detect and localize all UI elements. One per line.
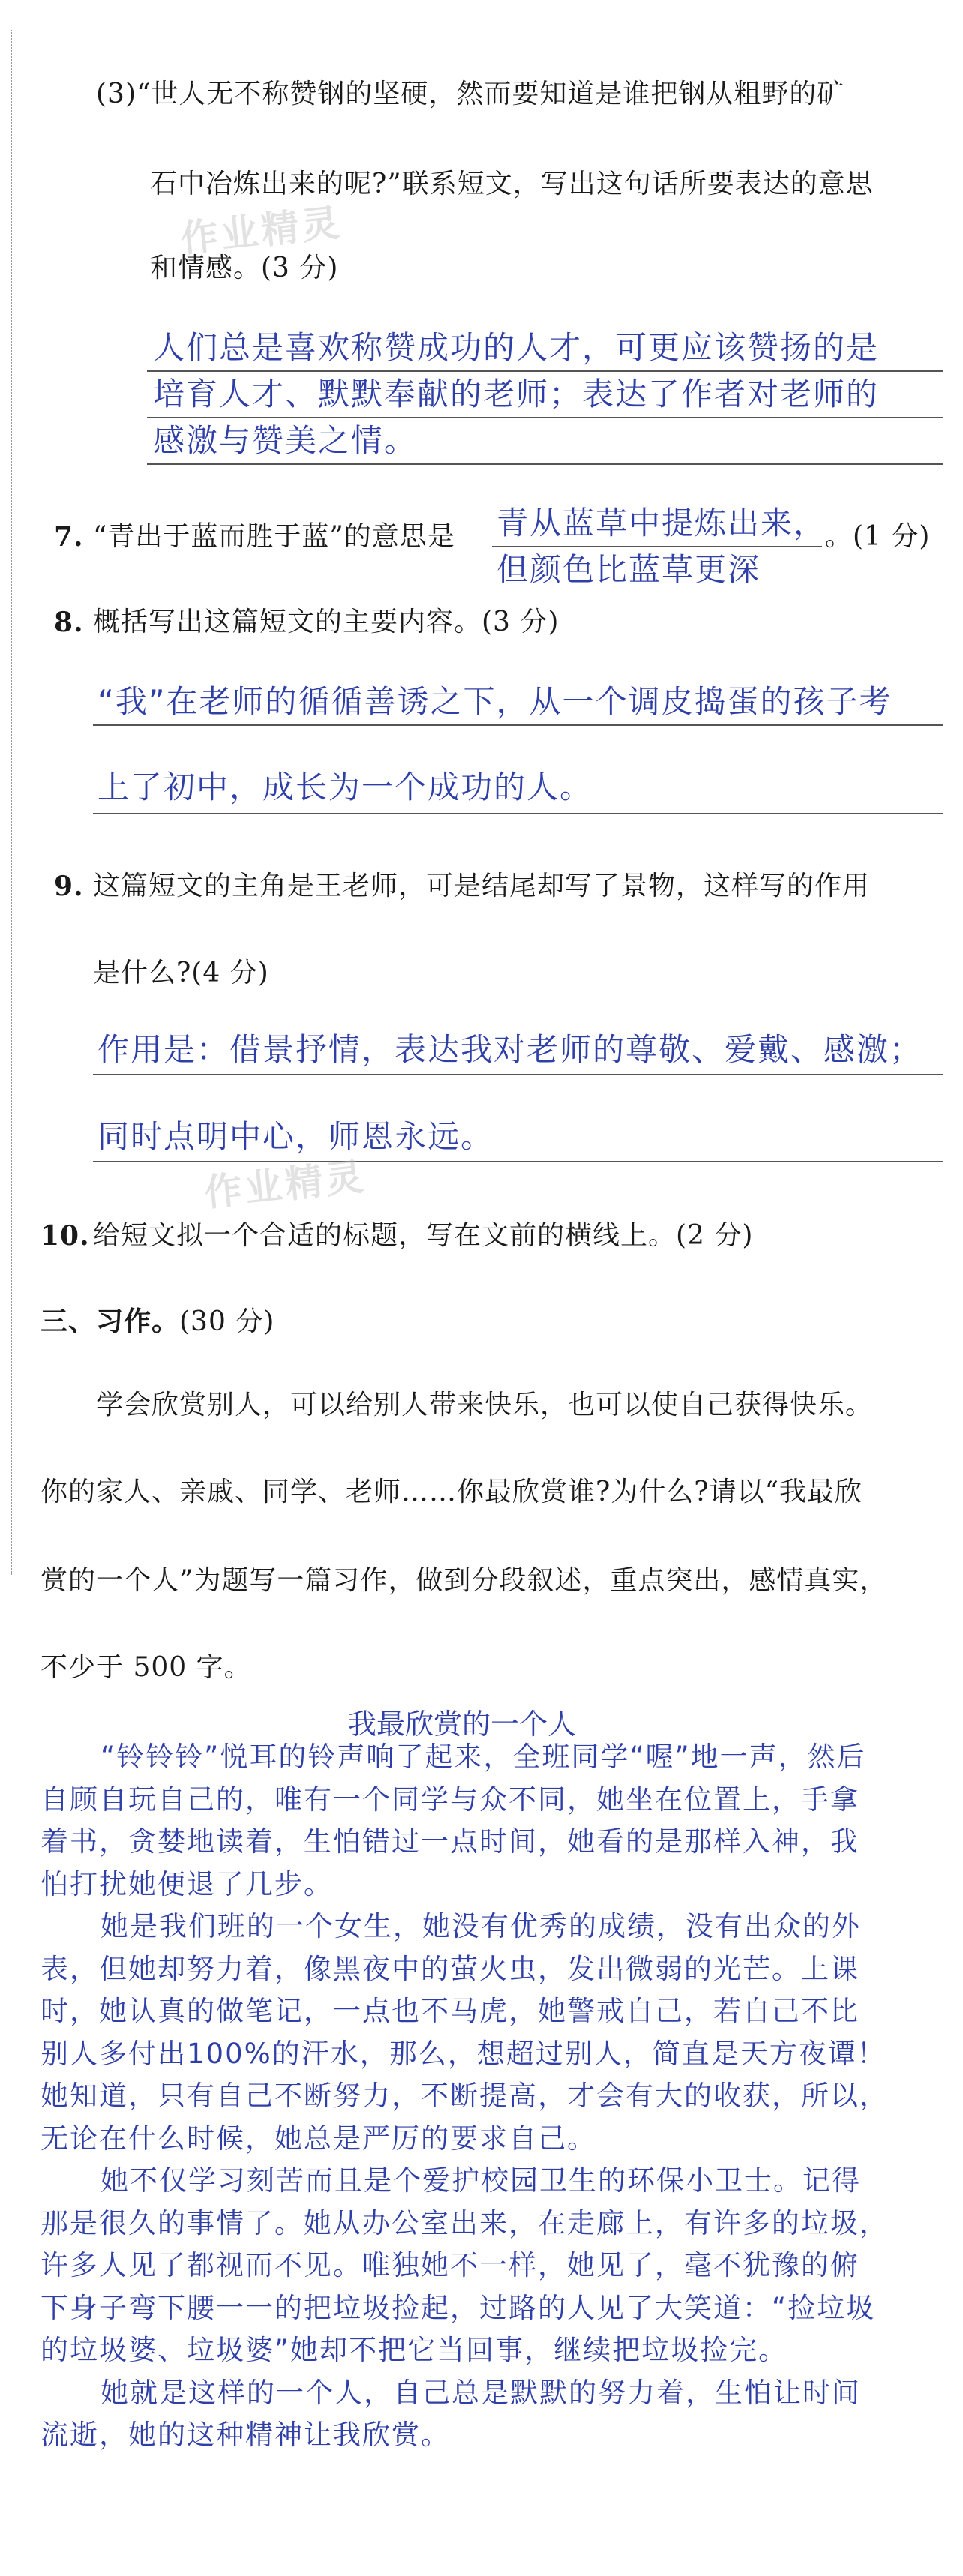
watermark: 作业精灵	[202, 1154, 368, 1216]
essay-line: 流逝，她的这种精神让我欣赏。	[40, 2419, 450, 2451]
q6-3-prompt-line1: (3)“世人无不称赞钢的坚硬，然而要知道是谁把钢从粗野的矿	[96, 79, 845, 109]
q7-answer-line1: 青从蓝草中提炼出来，	[496, 505, 827, 541]
q9-answer-line1: 作用是：借景抒情，表达我对老师的尊敬、爱戴、感激；	[98, 1031, 923, 1068]
q10-prompt: 给短文拟一个合适的标题，写在文前的横线上。(2 分)	[93, 1220, 754, 1251]
q7-prompt: “青出于蓝而胜于蓝”的意思是	[93, 521, 455, 552]
section3-title: 三、习作。	[40, 1306, 180, 1337]
essay-line: 怕打扰她便退了几步。	[40, 1868, 333, 1900]
essay-line: 她是我们班的一个女生，她没有优秀的成绩，没有出众的外	[100, 1910, 861, 1942]
q6-3-answer-line1: 人们总是喜欢称赞成功的人才，可更应该赞扬的是	[153, 329, 880, 366]
essay-line: 下身子弯下腰一一的把垃圾捡起，过路的人见了大笑道：“捡垃圾	[40, 2292, 876, 2324]
q9-number: 9.	[54, 871, 84, 902]
q9-prompt-line1: 这篇短文的主角是王老师，可是结尾却写了景物，这样写的作用	[93, 871, 871, 901]
q7-score: 。(1 分)	[825, 521, 931, 552]
q7-number: 7.	[54, 521, 84, 553]
q9-prompt-line2: 是什么?(4 分)	[93, 958, 269, 988]
section3-paragraph-line2: 你的家人、亲戚、同学、老师……你最欣赏谁?为什么?请以“我最欣	[40, 1477, 863, 1507]
q7-answer-rule	[492, 546, 822, 547]
section3-paragraph-line1: 学会欣赏别人，可以给别人带来快乐，也可以使自己获得快乐。	[96, 1390, 874, 1420]
q6-3-answer-line2: 培育人才、默默奉献的老师；表达了作者对老师的	[153, 376, 880, 412]
binding-dotted-line	[10, 30, 12, 1575]
essay-line: 那是很久的事情了。她从办公室出来，在走廊上，有许多的垃圾，	[40, 2207, 889, 2239]
essay-line: 无论在什么时候，她总是严厉的要求自己。	[40, 2122, 596, 2155]
essay-line: 她不仅学习刻苦而且是个爱护校园卫生的环保小卫士。记得	[100, 2164, 861, 2197]
essay-line: “铃铃铃”悦耳的铃声响了起来，全班同学“喔”地一声，然后	[100, 1741, 866, 1773]
answer-rule	[93, 1074, 944, 1075]
q6-3-answer-line3: 感激与赞美之情。	[153, 422, 418, 459]
answer-rule	[93, 813, 944, 814]
q8-answer-line2: 上了初中，成长为一个成功的人。	[98, 769, 593, 805]
essay-line: 别人多付出100%的汗水，那么，想超过别人，简直是天方夜谭！	[40, 2038, 886, 2070]
q6-3-prompt-line2: 石中冶炼出来的呢?”联系短文，写出这句话所要表达的意思	[150, 169, 874, 199]
answer-rule	[147, 370, 944, 372]
q7-answer-line2: 但颜色比蓝草更深	[496, 551, 761, 588]
watermark: 作业精灵	[178, 200, 344, 262]
answer-rule	[147, 463, 944, 465]
q8-answer-line1: “我”在老师的循循善诱之下，从一个调皮捣蛋的孩子考	[98, 683, 892, 720]
essay-line: 时，她认真的做笔记，一点也不马虎，她警戒自己，若自己不比	[40, 1995, 860, 2027]
q6-3-prompt-line3: 和情感。(3 分)	[150, 253, 339, 283]
section3-paragraph-line3: 赏的一个人”为题写一篇习作，做到分段叙述，重点突出，感情真实，	[40, 1565, 888, 1596]
essay-line: 她知道，只有自己不断努力，不断提高，才会有大的收获，所以，	[40, 2080, 889, 2112]
essay-line: 表，但她却努力着，像黑夜中的萤火虫，发出微弱的光芒。上课	[40, 1953, 860, 1985]
essay-line: 的垃圾婆、垃圾婆”她却不把它当回事，继续把垃圾捡完。	[40, 2334, 788, 2366]
q10-number: 10.	[40, 1220, 90, 1252]
essay-line: 自顾自玩自己的，唯有一个同学与众不同，她坐在位置上，手拿	[40, 1783, 860, 1816]
essay-line: 着书，贪婪地读着，生怕错过一点时间，她看的是那样入神，我	[40, 1825, 860, 1858]
section3-paragraph-line4: 不少于 500 字。	[40, 1652, 252, 1683]
answer-rule	[147, 417, 944, 418]
section3-score: (30 分)	[179, 1306, 275, 1337]
q8-prompt: 概括写出这篇短文的主要内容。(3 分)	[93, 607, 560, 637]
answer-rule	[93, 724, 944, 726]
essay-line: 她就是这样的一个人，自己总是默默的努力着，生怕让时间	[100, 2377, 861, 2409]
q8-number: 8.	[54, 607, 84, 638]
essay-title: 我最欣赏的一个人	[348, 1708, 577, 1741]
section3-heading	[40, 1305, 274, 1339]
essay-line: 许多人见了都视而不见。唯独她不一样，她见了，毫不犹豫的俯	[40, 2249, 860, 2281]
q9-answer-line2: 同时点明中心，师恩永远。	[98, 1118, 494, 1155]
